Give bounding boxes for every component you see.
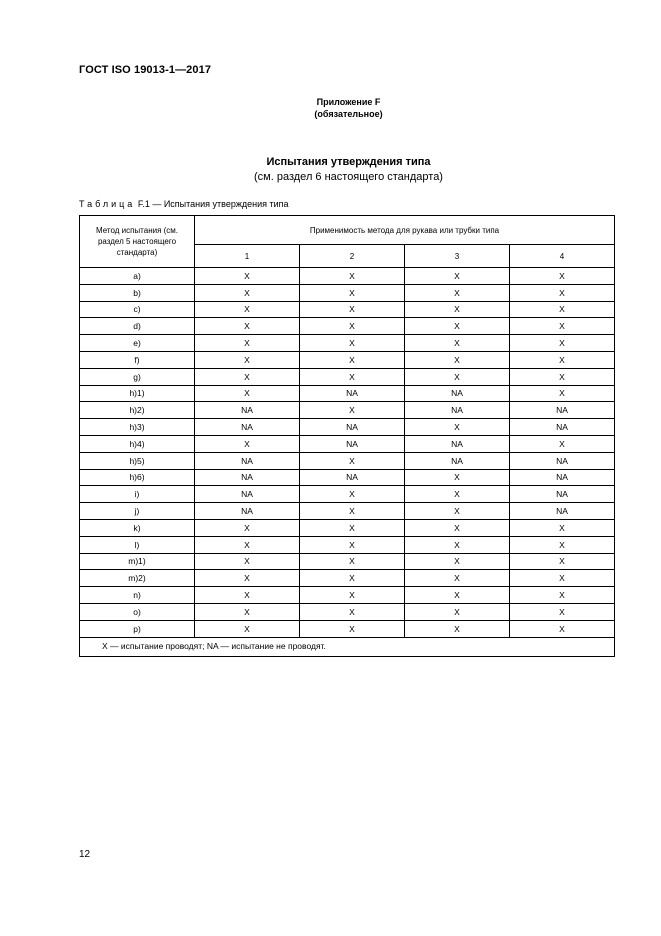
- applicability-cell: X: [300, 519, 405, 536]
- table-row: [80, 503, 615, 520]
- applicability-cell: NA: [510, 469, 615, 486]
- applicability-cell: X: [405, 301, 510, 318]
- applicability-cell: X: [405, 503, 510, 520]
- column-header-type-3: 3: [405, 245, 510, 268]
- applicability-cell: X: [195, 284, 300, 301]
- applicability-cell: X: [195, 587, 300, 604]
- applicability-cell: X: [300, 402, 405, 419]
- applicability-cell: X: [510, 301, 615, 318]
- applicability-cell: NA: [405, 385, 510, 402]
- method-cell: b): [80, 284, 195, 301]
- applicability-cell: X: [300, 620, 405, 637]
- applicability-cell: X: [405, 268, 510, 285]
- applicability-cell: X: [300, 503, 405, 520]
- applicability-cell: X: [300, 301, 405, 318]
- column-header-method: Метод испытания (см. раздел 5 настоящего стандарта): [80, 216, 195, 268]
- column-header-type-1: 1: [195, 245, 300, 268]
- table-caption-label: Таблица: [79, 199, 136, 209]
- applicability-cell: X: [300, 587, 405, 604]
- applicability-cell: X: [195, 435, 300, 452]
- applicability-cell: X: [510, 385, 615, 402]
- method-cell: m)1): [80, 553, 195, 570]
- annex-title: Приложение F: [316, 97, 381, 107]
- applicability-cell: NA: [195, 452, 300, 469]
- applicability-cell: X: [300, 284, 405, 301]
- table-row: [80, 435, 615, 452]
- applicability-cell: X: [300, 351, 405, 368]
- applicability-cell: NA: [300, 419, 405, 436]
- applicability-cell: X: [510, 587, 615, 604]
- applicability-cell: X: [195, 268, 300, 285]
- applicability-cell: NA: [195, 402, 300, 419]
- applicability-cell: X: [405, 335, 510, 352]
- table-row: [80, 486, 615, 503]
- applicability-cell: X: [195, 335, 300, 352]
- applicability-cell: X: [195, 519, 300, 536]
- table-row: [80, 553, 615, 570]
- applicability-cell: X: [405, 419, 510, 436]
- table-row: [80, 335, 615, 352]
- table-row: [80, 284, 615, 301]
- column-header-type-4: 4: [510, 245, 615, 268]
- applicability-cell: X: [195, 351, 300, 368]
- applicability-cell: X: [510, 620, 615, 637]
- table-row: [80, 620, 615, 637]
- applicability-cell: NA: [405, 402, 510, 419]
- method-cell: f): [80, 351, 195, 368]
- column-header-applicability: Применимость метода для рукава или трубки типа: [195, 216, 615, 245]
- applicability-cell: X: [510, 519, 615, 536]
- table-row: [80, 385, 615, 402]
- table-row: [80, 536, 615, 553]
- applicability-cell: X: [510, 318, 615, 335]
- method-cell: h)1): [80, 385, 195, 402]
- applicability-cell: NA: [195, 419, 300, 436]
- method-cell: k): [80, 519, 195, 536]
- table-row: [80, 419, 615, 436]
- table-row: [80, 452, 615, 469]
- applicability-cell: NA: [300, 435, 405, 452]
- applicability-cell: X: [405, 587, 510, 604]
- section-subtitle: (см. раздел 6 настоящего стандарта): [254, 171, 443, 183]
- applicability-cell: NA: [195, 469, 300, 486]
- table-caption: [79, 199, 289, 209]
- method-cell: j): [80, 503, 195, 520]
- annex-status-note: (обязательное): [314, 109, 383, 119]
- applicability-cell: X: [405, 351, 510, 368]
- table-footnote: X — испытание проводят; NA — испытание не проводят.: [80, 637, 615, 656]
- method-cell: d): [80, 318, 195, 335]
- applicability-cell: X: [195, 553, 300, 570]
- applicability-cell: NA: [405, 452, 510, 469]
- method-cell: h)2): [80, 402, 195, 419]
- applicability-cell: X: [510, 351, 615, 368]
- section-title: Испытания утверждения типа: [266, 156, 431, 168]
- applicability-cell: X: [405, 284, 510, 301]
- applicability-cell: X: [405, 570, 510, 587]
- applicability-cell: NA: [510, 402, 615, 419]
- applicability-cell: NA: [510, 486, 615, 503]
- method-cell: n): [80, 587, 195, 604]
- table-row: [80, 519, 615, 536]
- applicability-cell: X: [300, 268, 405, 285]
- method-cell: l): [80, 536, 195, 553]
- method-cell: c): [80, 301, 195, 318]
- applicability-cell: X: [195, 301, 300, 318]
- method-cell: h)3): [80, 419, 195, 436]
- method-cell: o): [80, 603, 195, 620]
- applicability-cell: X: [195, 536, 300, 553]
- applicability-cell: X: [300, 536, 405, 553]
- applicability-cell: X: [195, 318, 300, 335]
- method-cell: i): [80, 486, 195, 503]
- applicability-cell: X: [300, 486, 405, 503]
- applicability-cell: X: [510, 570, 615, 587]
- applicability-cell: X: [405, 603, 510, 620]
- table-row: [80, 318, 615, 335]
- applicability-cell: X: [510, 368, 615, 385]
- applicability-cell: X: [300, 368, 405, 385]
- table-row: [80, 368, 615, 385]
- table-row: [80, 469, 615, 486]
- applicability-cell: X: [195, 385, 300, 402]
- applicability-cell: NA: [300, 385, 405, 402]
- table-body: [80, 268, 615, 638]
- type-approval-tests-table: [79, 215, 615, 657]
- method-cell: m)2): [80, 570, 195, 587]
- applicability-cell: NA: [405, 435, 510, 452]
- applicability-cell: X: [405, 536, 510, 553]
- table-row: [80, 301, 615, 318]
- applicability-cell: X: [300, 335, 405, 352]
- applicability-cell: X: [405, 368, 510, 385]
- applicability-cell: X: [510, 553, 615, 570]
- applicability-cell: NA: [195, 486, 300, 503]
- applicability-cell: X: [300, 318, 405, 335]
- applicability-cell: X: [195, 603, 300, 620]
- method-cell: h)4): [80, 435, 195, 452]
- applicability-cell: NA: [510, 419, 615, 436]
- page-number: 12: [79, 849, 91, 860]
- applicability-cell: X: [195, 620, 300, 637]
- applicability-cell: X: [300, 452, 405, 469]
- applicability-cell: X: [405, 486, 510, 503]
- method-cell: h)6): [80, 469, 195, 486]
- applicability-cell: X: [510, 435, 615, 452]
- table-row: [80, 268, 615, 285]
- method-cell: h)5): [80, 452, 195, 469]
- applicability-cell: X: [300, 603, 405, 620]
- method-cell: a): [80, 268, 195, 285]
- applicability-cell: X: [300, 570, 405, 587]
- applicability-cell: NA: [510, 503, 615, 520]
- applicability-cell: X: [405, 620, 510, 637]
- applicability-cell: X: [405, 469, 510, 486]
- applicability-cell: X: [510, 268, 615, 285]
- column-header-type-2: 2: [300, 245, 405, 268]
- standard-code-header: ГОСТ ISO 19013-1—2017: [79, 64, 212, 76]
- applicability-cell: NA: [510, 452, 615, 469]
- applicability-cell: X: [405, 318, 510, 335]
- method-cell: p): [80, 620, 195, 637]
- table-row: [80, 587, 615, 604]
- applicability-cell: X: [510, 284, 615, 301]
- applicability-cell: X: [510, 603, 615, 620]
- applicability-cell: NA: [195, 503, 300, 520]
- applicability-cell: NA: [300, 469, 405, 486]
- method-cell: g): [80, 368, 195, 385]
- applicability-cell: X: [195, 570, 300, 587]
- applicability-cell: X: [300, 553, 405, 570]
- table-caption-text: F.1 — Испытания утверждения типа: [137, 199, 289, 209]
- applicability-cell: X: [405, 519, 510, 536]
- applicability-cell: X: [510, 536, 615, 553]
- applicability-cell: X: [510, 335, 615, 352]
- table-row: [80, 570, 615, 587]
- table-row: [80, 351, 615, 368]
- applicability-cell: X: [405, 553, 510, 570]
- applicability-cell: X: [195, 368, 300, 385]
- table-row: [80, 402, 615, 419]
- table-row: [80, 603, 615, 620]
- method-cell: e): [80, 335, 195, 352]
